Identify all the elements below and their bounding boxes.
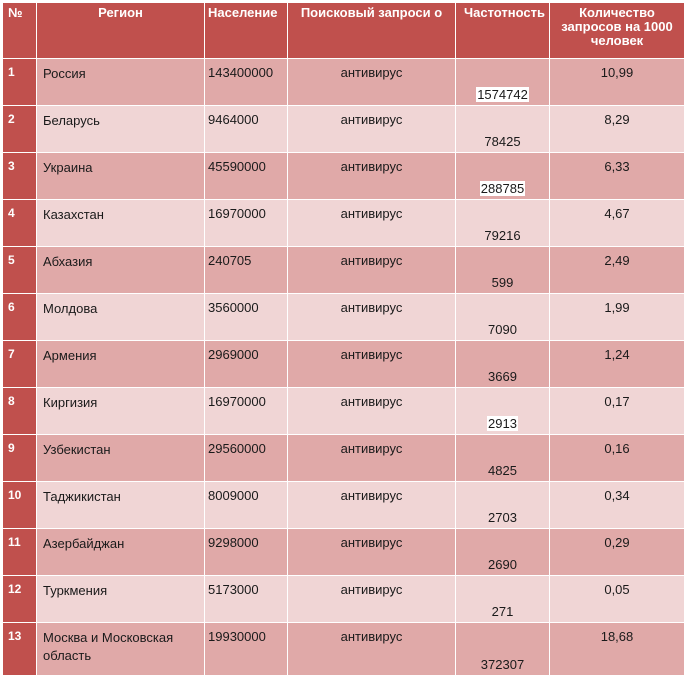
antivirus-query-table — [2, 2, 685, 676]
query-cell: антивирус — [288, 294, 456, 341]
population-cell: 16970000 — [205, 388, 288, 435]
frequency-highlight: 2913 — [488, 416, 517, 431]
table-row — [3, 341, 685, 388]
header-region: Регион — [37, 3, 205, 59]
table-row — [3, 576, 685, 623]
query-cell: антивирус — [288, 59, 456, 106]
frequency-cell: 2690 — [456, 529, 550, 576]
row-number-cell: 13 — [3, 623, 37, 676]
frequency-cell: 79216 — [456, 200, 550, 247]
per-1000-cell: 6,33 — [550, 153, 685, 200]
row-number-cell: 7 — [3, 341, 37, 388]
row-number-cell: 6 — [3, 294, 37, 341]
table-row — [3, 153, 685, 200]
frequency-cell — [456, 388, 550, 435]
population-cell: 9464000 — [205, 106, 288, 153]
frequency-highlight: 288785 — [480, 181, 525, 196]
population-cell: 8009000 — [205, 482, 288, 529]
query-cell: антивирус — [288, 388, 456, 435]
per-1000-cell: 0,34 — [550, 482, 685, 529]
query-cell: антивирус — [288, 576, 456, 623]
population-cell: 16970000 — [205, 200, 288, 247]
per-1000-cell: 0,16 — [550, 435, 685, 482]
region-cell: Казахстан — [37, 200, 205, 247]
population-cell: 240705 — [205, 247, 288, 294]
frequency-cell: 599 — [456, 247, 550, 294]
query-cell: антивирус — [288, 106, 456, 153]
region-cell: Абхазия — [37, 247, 205, 294]
table-row — [3, 529, 685, 576]
query-cell: антивирус — [288, 247, 456, 294]
query-cell: антивирус — [288, 623, 456, 676]
row-number-cell: 5 — [3, 247, 37, 294]
population-cell: 5173000 — [205, 576, 288, 623]
table-row — [3, 294, 685, 341]
per-1000-cell: 10,99 — [550, 59, 685, 106]
per-1000-cell: 1,99 — [550, 294, 685, 341]
population-cell: 45590000 — [205, 153, 288, 200]
per-1000-cell: 0,17 — [550, 388, 685, 435]
per-1000-cell: 1,24 — [550, 341, 685, 388]
query-cell: антивирус — [288, 341, 456, 388]
row-number-cell: 8 — [3, 388, 37, 435]
region-cell: Таджикистан — [37, 482, 205, 529]
region-cell: Киргизия — [37, 388, 205, 435]
table-row — [3, 106, 685, 153]
frequency-cell: 271 — [456, 576, 550, 623]
population-cell: 29560000 — [205, 435, 288, 482]
query-cell: антивирус — [288, 200, 456, 247]
per-1000-cell: 4,67 — [550, 200, 685, 247]
frequency-highlight: 1574742 — [477, 87, 528, 102]
frequency-cell: 2703 — [456, 482, 550, 529]
table-row — [3, 388, 685, 435]
per-1000-cell: 8,29 — [550, 106, 685, 153]
region-cell: Россия — [37, 59, 205, 106]
population-cell: 3560000 — [205, 294, 288, 341]
per-1000-cell: 0,29 — [550, 529, 685, 576]
row-number-cell: 4 — [3, 200, 37, 247]
frequency-cell: 3669 — [456, 341, 550, 388]
region-cell: Азербайджан — [37, 529, 205, 576]
population-cell: 9298000 — [205, 529, 288, 576]
table-body — [3, 59, 685, 676]
header-row — [3, 3, 685, 59]
population-cell: 2969000 — [205, 341, 288, 388]
table-row — [3, 59, 685, 106]
per-1000-cell: 2,49 — [550, 247, 685, 294]
region-cell: Армения — [37, 341, 205, 388]
table-row — [3, 435, 685, 482]
header-query: Поисковый запроси о — [288, 3, 456, 59]
header-population: Население — [205, 3, 288, 59]
region-cell: Украина — [37, 153, 205, 200]
frequency-cell: 78425 — [456, 106, 550, 153]
table-row — [3, 482, 685, 529]
per-1000-cell: 18,68 — [550, 623, 685, 676]
population-cell: 143400000 — [205, 59, 288, 106]
query-cell: антивирус — [288, 482, 456, 529]
frequency-cell — [456, 153, 550, 200]
region-cell: Москва и Московская область — [37, 623, 205, 676]
table-row — [3, 200, 685, 247]
table-row — [3, 247, 685, 294]
region-cell: Беларусь — [37, 106, 205, 153]
query-cell: антивирус — [288, 435, 456, 482]
region-cell: Туркмения — [37, 576, 205, 623]
frequency-cell — [456, 59, 550, 106]
frequency-cell: 7090 — [456, 294, 550, 341]
row-number-cell: 2 — [3, 106, 37, 153]
region-cell: Узбекистан — [37, 435, 205, 482]
row-number-cell: 12 — [3, 576, 37, 623]
row-number-cell: 1 — [3, 59, 37, 106]
header-frequency: Частотность — [456, 3, 550, 59]
query-cell: антивирус — [288, 529, 456, 576]
table-row — [3, 623, 685, 676]
frequency-cell: 372307 — [456, 623, 550, 676]
frequency-cell: 4825 — [456, 435, 550, 482]
header-per-1000: Количество запросов на 1000 человек — [550, 3, 685, 59]
row-number-cell: 9 — [3, 435, 37, 482]
row-number-cell: 3 — [3, 153, 37, 200]
header-number: № — [3, 3, 37, 59]
per-1000-cell: 0,05 — [550, 576, 685, 623]
row-number-cell: 10 — [3, 482, 37, 529]
query-cell: антивирус — [288, 153, 456, 200]
population-cell: 19930000 — [205, 623, 288, 676]
region-cell: Молдова — [37, 294, 205, 341]
row-number-cell: 11 — [3, 529, 37, 576]
